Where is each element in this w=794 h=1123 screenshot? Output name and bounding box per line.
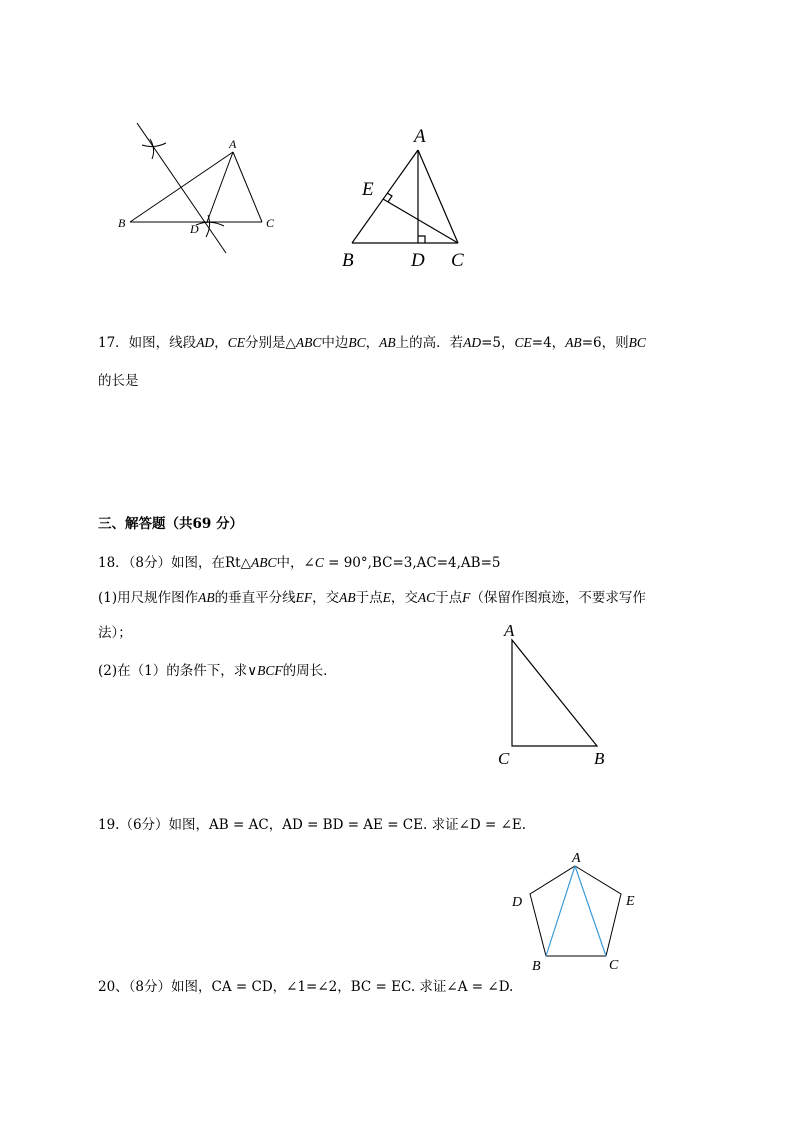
label-b: B xyxy=(532,959,541,973)
question-20: 20、（8分）如图，CA = CD，∠1=∠2，BC = EC. 求证∠A = ∠D. xyxy=(98,979,514,995)
q18-l2i: ，交 xyxy=(390,590,418,606)
q18-l1d: C xyxy=(314,555,324,570)
q17-ad2: AD xyxy=(463,335,482,350)
label-d: D xyxy=(190,222,199,236)
q17-ab2: AB xyxy=(565,335,582,350)
q18-l2f: AB xyxy=(339,590,356,605)
label-b: B xyxy=(594,749,605,768)
q17-abc: ABC xyxy=(295,335,322,350)
q18-l2d: EF xyxy=(295,590,313,605)
bisector-line xyxy=(137,123,226,253)
q18-l2j: AC xyxy=(417,590,436,605)
question-19: 19.（6分）如图，AB = AC，AD = BD = AE = CE. 求证∠D = ∠E. xyxy=(98,817,527,833)
label-e: E xyxy=(626,894,635,909)
q17-ce: CE xyxy=(227,335,245,350)
q18-l2l: F xyxy=(462,590,471,605)
label-c: C xyxy=(451,250,464,271)
q17-ab: AB xyxy=(379,335,396,350)
question-17-line-2: 的长是 xyxy=(98,373,139,389)
q18-l2e: ，交 xyxy=(312,590,340,606)
label-a: A xyxy=(572,851,581,866)
q17-comma1: ， xyxy=(214,335,228,351)
label-c: C xyxy=(266,216,275,230)
label-a: A xyxy=(229,137,237,151)
q18-l2g: 于点 xyxy=(355,590,383,606)
question-17-line-1 xyxy=(98,336,646,351)
q18-l2m: （保留作图痕迹，不要求写作 xyxy=(470,590,646,606)
q18-l1c: 中，∠ xyxy=(276,555,315,571)
label-d: D xyxy=(512,895,523,910)
q18-l2h: E xyxy=(382,590,391,605)
label-c: C xyxy=(609,958,619,973)
q17-bc2: BC xyxy=(628,335,646,350)
label-b: B xyxy=(118,216,126,230)
pentagon-outline xyxy=(530,866,621,956)
question-18-line-1 xyxy=(98,556,500,571)
q18-l2c: 的垂直平分线 xyxy=(214,590,296,606)
q17-bc: BC xyxy=(348,335,366,350)
segment-ac xyxy=(233,152,262,222)
q17-num: 17．如图，线段 xyxy=(98,335,197,351)
altitudes-figure xyxy=(335,118,475,273)
q18-l2k: 于点 xyxy=(435,590,463,606)
q17-t6: =6，则 xyxy=(581,335,629,351)
section-3-heading: 三、解答题（共69 分） xyxy=(98,516,243,532)
q17-t5: =4， xyxy=(531,335,566,351)
q18-l4c: 的周长． xyxy=(282,663,337,679)
q18-l1b: ABC xyxy=(251,555,277,570)
segment-ab xyxy=(546,866,575,956)
q17-t3: 上的高．若 xyxy=(395,335,464,351)
segment-ac xyxy=(418,150,458,243)
q17-ce2: CE xyxy=(514,335,532,350)
q18-l2a: (1)用尺规作图作 xyxy=(98,590,199,606)
construction-figure xyxy=(100,115,300,260)
right-triangle-figure xyxy=(492,620,617,770)
label-e: E xyxy=(362,179,374,200)
triangle-abc xyxy=(512,640,597,746)
label-b: B xyxy=(342,250,354,271)
label-a: A xyxy=(504,621,515,640)
label-d: D xyxy=(411,250,425,271)
q18-l1e: = 90°,BC=3,AC=4,AB=5 xyxy=(323,555,501,571)
right-angle-d xyxy=(418,236,425,243)
question-18-line-2 xyxy=(98,591,646,606)
q18-l4a: (2)在（1）的条件下，求∨ xyxy=(98,663,258,679)
question-18-line-3: 法）； xyxy=(98,625,132,641)
arc-top xyxy=(142,143,166,147)
pentagon-figure xyxy=(508,848,643,973)
q17-t1: 分别是△ xyxy=(244,335,296,351)
q17-t2: 中边 xyxy=(321,335,349,351)
q18-l1a: 18．（8分）如图，在Rt△ xyxy=(98,555,251,571)
q18-l2b: AB xyxy=(198,590,215,605)
segment-ad xyxy=(207,152,233,222)
segment-ac xyxy=(575,866,606,956)
q17-comma2: ， xyxy=(365,335,380,351)
q18-l4b: BCF xyxy=(257,663,283,678)
segment-ab xyxy=(130,152,233,222)
label-c: C xyxy=(498,749,510,768)
q17-ad: AD xyxy=(196,335,215,350)
label-a: A xyxy=(414,126,426,147)
q17-t4: =5， xyxy=(481,335,515,351)
question-18-line-4 xyxy=(98,664,337,679)
right-angle-e xyxy=(387,193,392,202)
